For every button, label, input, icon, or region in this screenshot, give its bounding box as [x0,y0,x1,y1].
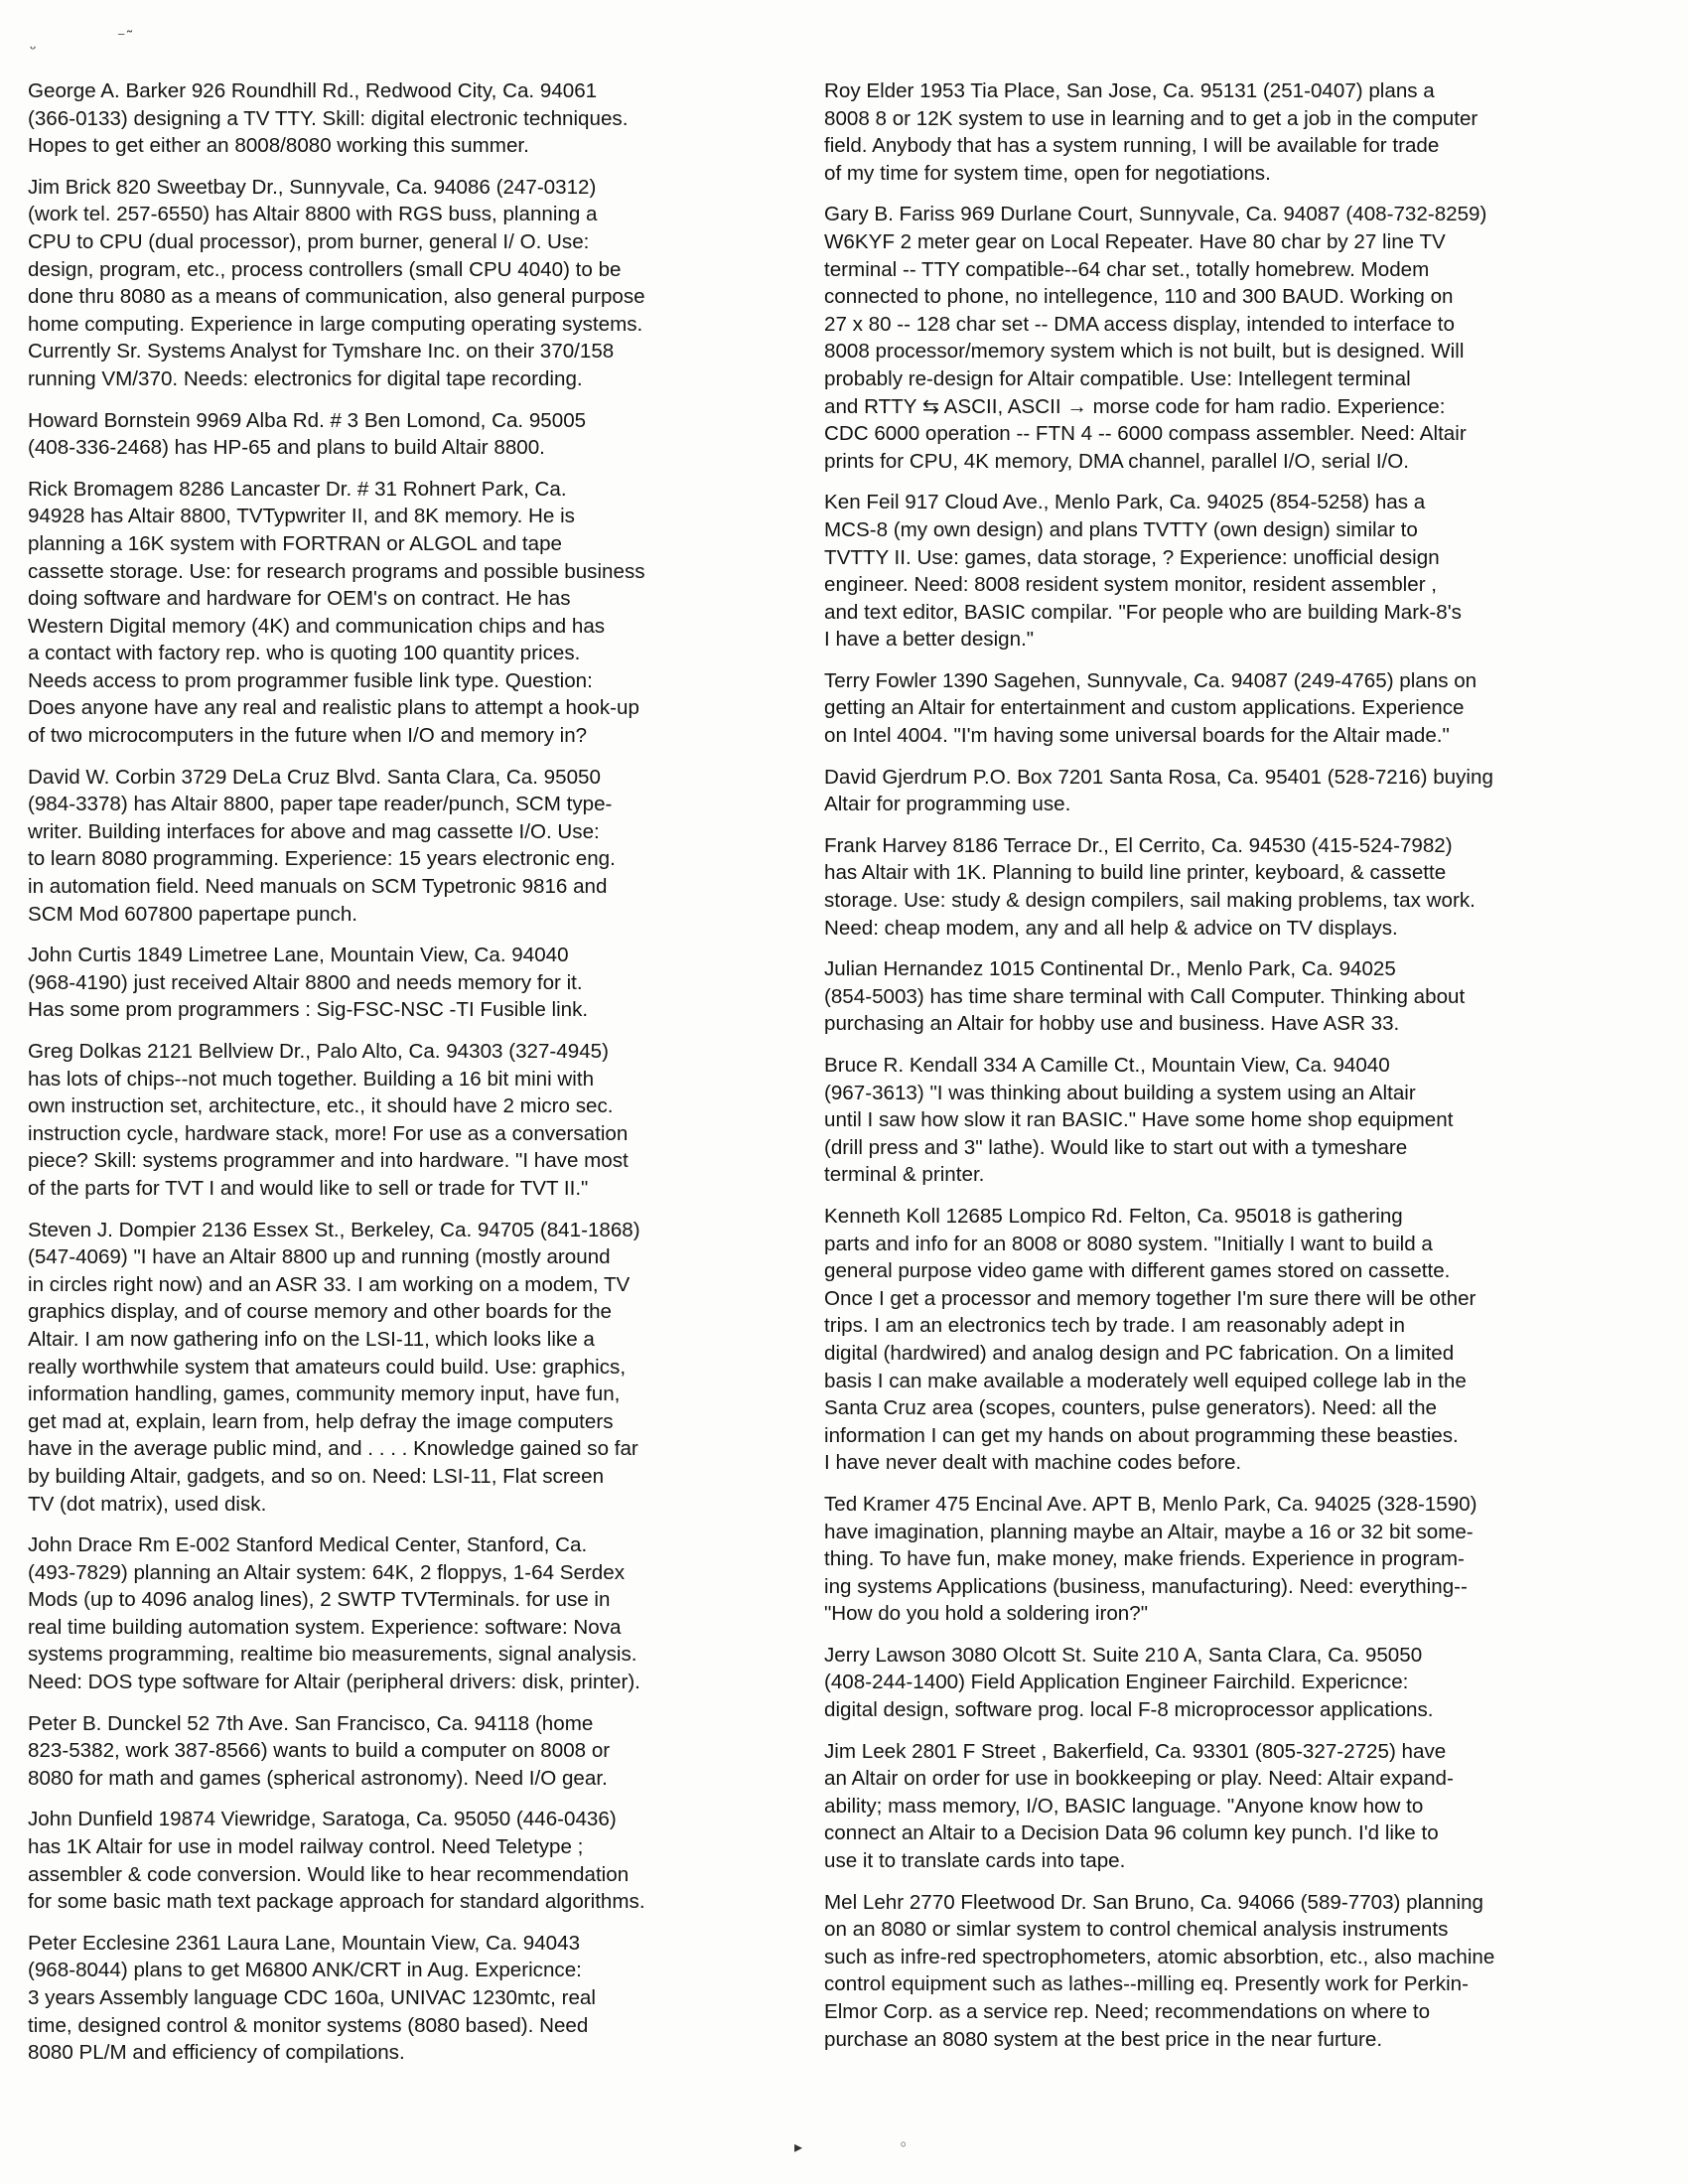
member-entry: Rick Bromagem 8286 Lancaster Dr. # 31 Rohnert Park, Ca. 94928 has Altair 8800, TVTypwriter II, and 8K memory. He is planning a 16K system with FORTRAN or ALGOL and tape cassette storage. Use: for research programs and possible business doing software and hardware for OEM's on contract. He has Western Digital memory (4K) and communication chips and has a contact with factory rep. who is quoting 100 quantity prices. Needs access to prom programmer fusible link type. Question: Does anyone have any real and realistic plans to attempt a hook-up of two microcomputers in the future when I/O and memory in? [28,477,645,748]
member-entry: David Gjerdrum P.O. Box 7201 Santa Rosa, Ca. 95401 (528-7216) buying Altair for programming use. [824,765,1493,816]
member-entry: Roy Elder 1953 Tia Place, San Jose, Ca. 95131 (251-0407) plans a 8008 8 or 12K system to use in learning and to get a job in the computer field. Anybody that has a system running, I will be available for trade of my time for system time, open for negotiations. [824,79,1478,185]
stray-mark: ▸ [794,2137,803,2156]
member-entry: Greg Dolkas 2121 Bellview Dr., Palo Alto, Ca. 94303 (327-4945) has lots of chips--not much together. Building a 16 bit mini with own instruction set, architecture, etc., it should have 2 micro sec. instruction cycle, hardware stack, more! For use as a conversation piece? Skill: systems programmer and into hardware. "I have most of the parts for TVT I and would like to sell or trade for TVT II." [28,1040,629,1200]
member-entry: John Curtis 1849 Limetree Lane, Mountain View, Ca. 94040 (968-4190) just received Altair 8800 and needs memory for it. Has some prom programmers : Sig-FSC-NSC -TI Fusible link. [28,944,589,1022]
stray-mark: ᵕ [30,40,37,59]
member-entry: Bruce R. Kendall 334 A Camille Ct., Mountain View, Ca. 94040 (967-3613) "I was thinking about building a system using an Altair until I saw how slow it ran BASIC." Have some home shop equipment (drill press and 3" lathe). Would like to start out with a tymeshare terminal & printer. [824,1054,1454,1187]
member-entry: Ted Kramer 475 Encinal Ave. APT B, Menlo Park, Ca. 94025 (328-1590) have imagination, planning maybe an Altair, maybe a 16 or 32 bit some- thing. To have fun, make money, make friends. Experience in program- ing systems Applications (business, manufacturing). Need: everything-- "How do you hold a soldering iron?" [824,1492,1477,1626]
member-entry: Steven J. Dompier 2136 Essex St., Berkeley, Ca. 94705 (841-1868) (547-4069) "I have an Altair 8800 up and running (mostly around in circles right now) and an ASR 33. I am working on a modem, TV graphics display, and of course memory and other boards for the Altair. I am now gathering info on the LSI-11, which looks like a really worthwhile system that amateurs could build. Use: graphics, information handling, games, community memory input, have fun, get mad at, explain, learn from, help defray the image computers have in the average public mind, and . . . . Knowledge gained so far by building Altair, gadgets, and so on. Need: LSI-11, Flat screen TV (dot matrix), used disk. [28,1218,640,1516]
member-entry: Peter Ecclesine 2361 Laura Lane, Mountain View, Ca. 94043 (968-8044) plans to get M6800 ANK/CRT in Aug. Expericnce: 3 years Assembly language CDC 160a, UNIVAC 1230mtc, real time, designed control & monitor systems (8080 based). Need 8080 PL/M and efficiency of compilations. [28,1931,596,2065]
stray-mark: ⁻˜ [117,28,134,47]
member-entry: John Dunfield 19874 Viewridge, Saratoga, Ca. 95050 (446-0436) has 1K Altair for use in model railway control. Need Teletype ; assembler & code conversion. Would like to hear recommendation for some basic math text package approach for standard algorithms. [28,1808,645,1914]
member-entry: David W. Corbin 3729 DeLa Cruz Blvd. Santa Clara, Ca. 95050 (984-3378) has Altair 8800, paper tape reader/punch, SCM type- writer. Building interfaces for above and mag cassette I/O. Use: to learn 8080 programming. Experience: 15 years electronic eng. in automation field. Need manuals on SCM Typetronic 9816 and SCM Mod 607800 papertape punch. [28,765,616,926]
right-column [824,77,1652,2067]
member-entry: Howard Bornstein 9969 Alba Rd. # 3 Ben Lomond, Ca. 95005 (408-336-2468) has HP-65 and plans to build Altair 8800. [28,408,587,460]
member-entry: Terry Fowler 1390 Sagehen, Sunnyvale, Ca. 94087 (249-4765) plans on getting an Altair for entertainment and custom applications. Experience on Intel 4004. "I'm having some universal boards for the Altair made." [824,668,1477,748]
member-entry: John Drace Rm E-002 Stanford Medical Center, Stanford, Ca. (493-7829) planning an Altair system: 64K, 2 floppys, 1-64 Serdex Mods (up to 4096 analog lines), 2 SWTP TVTerminals. for use in real time building automation system. Experience: software: Nova systems programming, realtime bio measurements, signal analysis. Need: DOS type software for Altair (peripheral drivers: disk, printer). [28,1533,640,1694]
member-entry: Kenneth Koll 12685 Lompico Rd. Felton, Ca. 95018 is gathering parts and info for an 8008 or 8080 system. "Initially I want to build a general purpose video game with different games stored on cassette. Once I get a processor and memory together I'm sure there will be other trips. I am an electronics tech by trade. I am reasonably adept in digital (hardwired) and analog design and PC fabrication. On a limited basis I can make available a moderately well equiped college lab in the Santa Cruz area (scopes, counters, pulse generators). Need: all the information I can get my hands on about programming these beasties. I have never dealt with machine codes before. [824,1204,1477,1475]
member-entry: Mel Lehr 2770 Fleetwood Dr. San Bruno, Ca. 94066 (589-7703) planning on an 8080 or simlar system to control chemical analysis instruments such as infre-red spectrophometers, atomic absorbtion, etc., also machine control equipment such as lathes--milling eq. Presently work for Perkin- Elmor Corp. as a service rep. Need; recommendations on where to purchase an 8080 system at the best price in the near furture. [824,1890,1495,2051]
stray-mark: ◦ [899,2135,909,2154]
member-entry: Gary B. Fariss 969 Durlane Court, Sunnyvale, Ca. 94087 (408-732-8259) W6KYF 2 meter gear on Local Repeater. Have 80 char by 27 line TV terminal -- TTY compatible--64 char set., totally homebrew. Modem connected to phone, no intellegence, 110 and 300 BAUD. Working on 27 x 80 -- 128 char set -- DMA access display, intended to interface to 8008 processor/memory system which is not built, but is designed. Will probably re-design for Altair compatible. Use: Intellegent terminal and RTTY ⇆ ASCII, ASCII → morse code for ham radio. Experience: CDC 6000 operation -- FTN 4 -- 6000 compass assembler. Need: Altair prints for CPU, 4K memory, DMA channel, parallel I/O, serial I/O. [824,203,1487,473]
member-entry: Jim Brick 820 Sweetbay Dr., Sunnyvale, Ca. 94086 (247-0312) (work tel. 257-6550) has Altair 8800 with RGS buss, planning a CPU to CPU (dual processor), prom burner, general I/ O. Use: design, program, etc., process controllers (small CPU 4040) to be done thru 8080 as a means of communication, also general purpose home computing. Experience in large computing operating systems. Currently Sr. Systems Analyst for Tymshare Inc. on their 370/158 running VM/370. Needs: electronics for digital tape recording. [28,175,645,390]
member-entry: Jerry Lawson 3080 Olcott St. Suite 210 A, Santa Clara, Ca. 95050 (408-244-1400) Field Application Engineer Fairchild. Expericnce: digital design, software prog. local F-8 microprocessor applications. [824,1643,1434,1722]
left-column [28,77,792,2081]
member-entry: Julian Hernandez 1015 Continental Dr., Menlo Park, Ca. 94025 (854-5003) has time share terminal with Call Computer. Thinking about purchasing an Altair for hobby use and business. Have ASR 33. [824,957,1466,1036]
member-entry: Ken Feil 917 Cloud Ave., Menlo Park, Ca. 94025 (854-5258) has a MCS-8 (my own design) and plans TVTTY (own design) similar to TVTTY II. Use: games, data storage, ? Experience: unofficial design engineer. Need: 8008 resident system monitor, resident assembler , and text editor, BASIC compilar. "For people who are building Mark-8's I have a better design." [824,491,1462,652]
member-entry: Jim Leek 2801 F Street , Bakerfield, Ca. 93301 (805-327-2725) have an Altair on order for use in bookkeeping or play. Need: Altair expand- ability; mass memory, I/O, BASIC language. "Anyone know how to connect an Altair to a Decision Data 96 column key punch. I'd like to use it to translate cards into tape. [824,1739,1454,1873]
member-entry: George A. Barker 926 Roundhill Rd., Redwood City, Ca. 94061 (366-0133) designing a TV TTY. Skill: digital electronic techniques. Hopes to get either an 8008/8080 working this summer. [28,79,629,158]
member-entry: Frank Harvey 8186 Terrace Dr., El Cerrito, Ca. 94530 (415-524-7982) has Altair with 1K. Planning to build line printer, keyboard, & cassette storage. Use: study & design compilers, sail making problems, tax work. Need: cheap modem, any and all help & advice on TV displays. [824,833,1476,940]
member-entry: Peter B. Dunckel 52 7th Ave. San Francisco, Ca. 94118 (home 823-5382, work 387-8566) wants to build a computer on 8008 or 8080 for math and games (spherical astronomy). Need I/O gear. [28,1711,611,1790]
